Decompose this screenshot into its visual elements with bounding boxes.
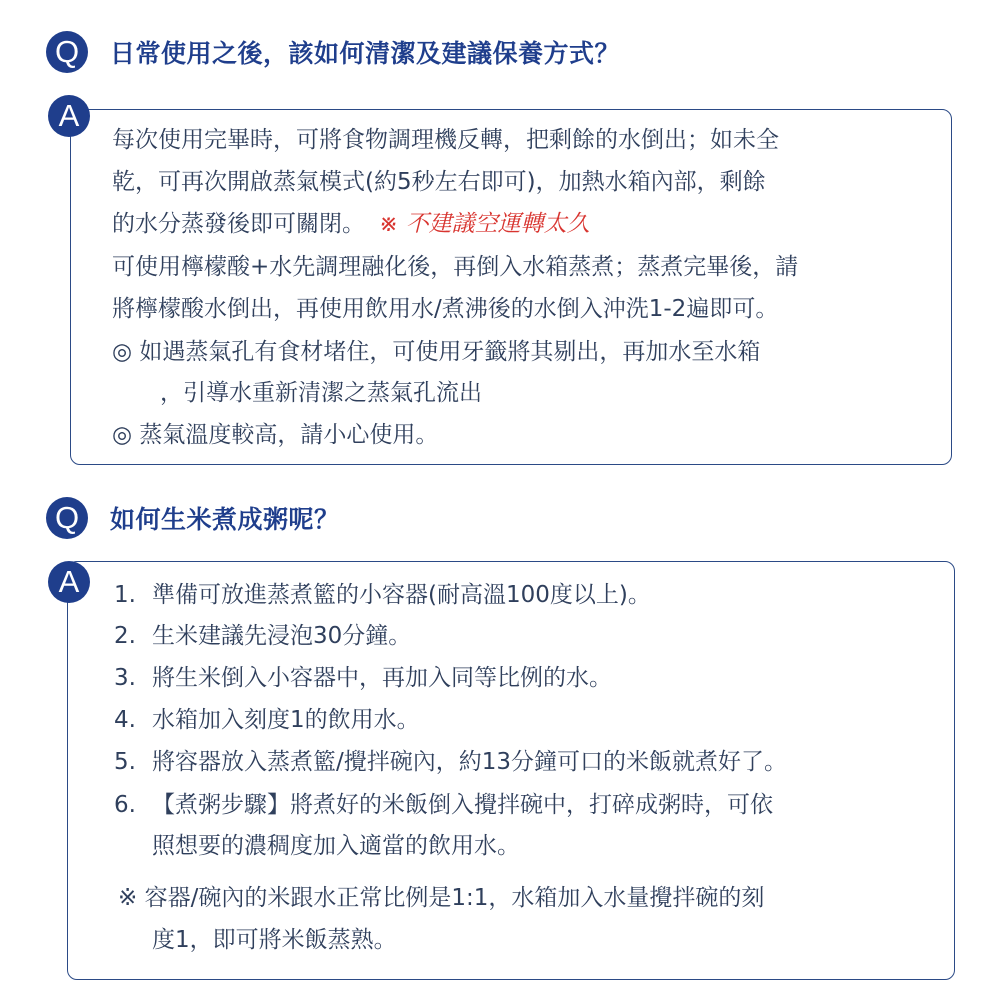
answer-line: 乾，可再次開啟蒸氣模式(約5秒左右即可)，加熱水箱內部，剩餘 bbox=[112, 169, 766, 195]
step-text: 將生米倒入小容器中，再加入同等比例的水。 bbox=[152, 665, 612, 691]
step-number: 6. bbox=[114, 792, 136, 818]
answer-line-text: 的水分蒸發後即可關閉。 bbox=[112, 211, 365, 237]
answer-line bbox=[112, 209, 590, 239]
note-line: ※ 容器/碗內的米跟水正常比例是1:1，水箱加入水量攪拌碗的刻 bbox=[118, 885, 765, 911]
step-text: 將容器放入蒸煮籃/攪拌碗內，約13分鐘可口的米飯就煮好了。 bbox=[152, 749, 788, 775]
answer-line: 每次使用完畢時，可將食物調理機反轉，把剩餘的水倒出；如未全 bbox=[112, 127, 779, 153]
answer-line: 將檸檬酸水倒出，再使用飲用水/煮沸後的水倒入沖洗1-2遍即可。 bbox=[112, 296, 779, 322]
step-number: 5. bbox=[114, 749, 136, 775]
answer-badge: A bbox=[48, 95, 90, 137]
question-title-porridge: 如何生米煮成粥呢？ bbox=[110, 505, 340, 534]
answer-bullet: ◎ 蒸氣溫度較高，請小心使用。 bbox=[112, 422, 439, 448]
answer-badge: A bbox=[48, 561, 90, 603]
step-text: 準備可放進蒸煮籃的小容器(耐高溫100度以上)。 bbox=[152, 582, 651, 608]
note-line-continuation: 度1，即可將米飯蒸熟。 bbox=[152, 927, 397, 953]
question-badge: Q bbox=[46, 31, 88, 73]
question-badge: Q bbox=[46, 497, 88, 539]
warning-note: ※ 不建議空運轉太久 bbox=[379, 211, 590, 237]
step-number: 1. bbox=[114, 582, 136, 608]
question-title-cleaning: 日常使用之後，該如何清潔及建議保養方式？ bbox=[110, 39, 621, 68]
step-number: 2. bbox=[114, 623, 136, 649]
step-number: 4. bbox=[114, 707, 136, 733]
step-text-continuation: 照想要的濃稠度加入適當的飲用水。 bbox=[152, 833, 520, 859]
step-text: 【煮粥步驟】將煮好的米飯倒入攪拌碗中，打碎成粥時，可依 bbox=[152, 792, 773, 818]
answer-bullet: ◎ 如遇蒸氣孔有食材堵住，可使用牙籤將其剔出，再加水至水箱 bbox=[112, 339, 761, 365]
answer-box-cleaning bbox=[70, 109, 952, 465]
step-text: 生米建議先浸泡30分鐘。 bbox=[152, 623, 412, 649]
step-text: 水箱加入刻度1的飲用水。 bbox=[152, 707, 420, 733]
answer-line: 可使用檸檬酸+水先調理融化後，再倒入水箱蒸煮；蒸煮完畢後，請 bbox=[112, 254, 799, 280]
answer-bullet-continuation: ，引導水重新清潔之蒸氣孔流出 bbox=[160, 380, 482, 406]
step-number: 3. bbox=[114, 665, 136, 691]
